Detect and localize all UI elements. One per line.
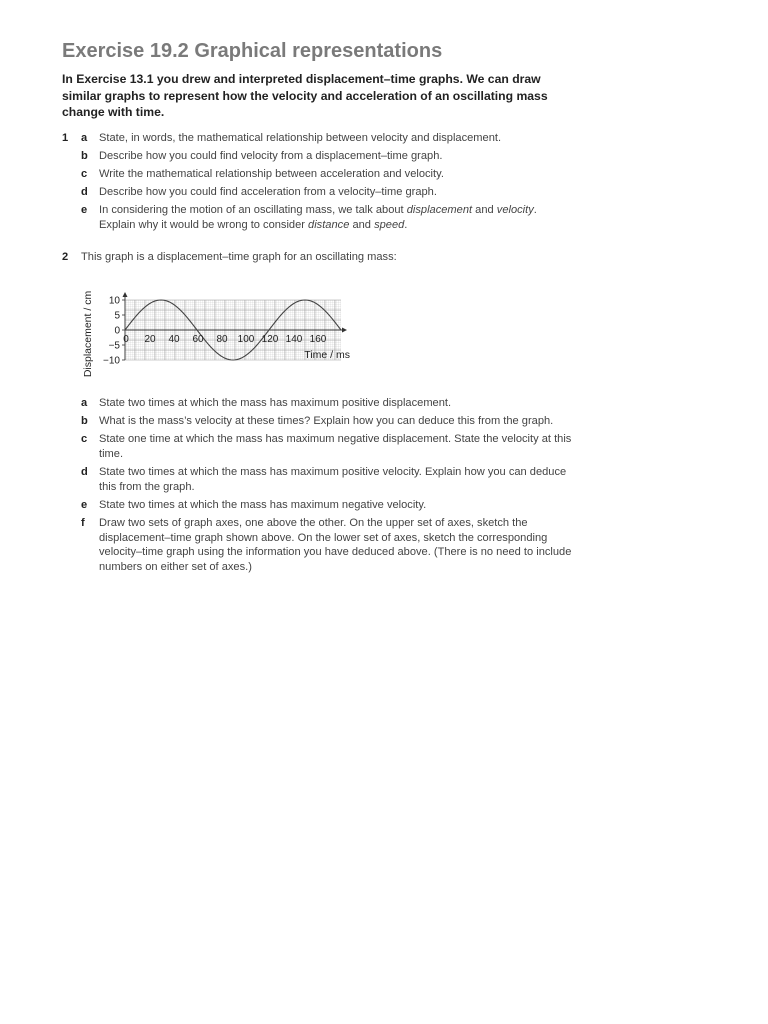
y-tick-label: 0 (114, 325, 120, 337)
q1e-text: In considering the motion of an oscillating mass, we talk about displacement and velocity. Explain why it would be wrong to consider distance and speed. (99, 204, 537, 231)
part-letter: e (81, 499, 88, 511)
exercise-intro: In Exercise 13.1 you drew and interpreted displacement–time graphs. We can draw similar graphs to represent how the velocity and acceleration of an oscillating mass change with time. (62, 72, 548, 120)
part-letter: f (81, 517, 85, 529)
x-tick-label: 100 (237, 334, 255, 345)
x-tick-label: 40 (168, 334, 180, 345)
part-letter: d (81, 466, 88, 478)
x-tick-label: 20 (144, 334, 156, 345)
part-letter: e (81, 204, 88, 216)
q1d-text: Describe how you could find acceleration from a velocity–time graph. (99, 186, 437, 198)
y-tick-label: −10 (103, 355, 120, 367)
x-tick-label: 80 (216, 334, 228, 345)
q1a-text: State, in words, the mathematical relationship between velocity and displacement. (99, 132, 502, 144)
y-tick-label: 10 (108, 295, 120, 307)
x-tick-label: 0 (123, 334, 129, 345)
y-axis-label: Displacement / cm (82, 290, 94, 378)
x-axis-label: Time / ms (304, 349, 350, 361)
part-letter: d (81, 186, 88, 198)
question-number: 2 (62, 251, 69, 263)
y-tick-label: −5 (108, 340, 120, 352)
part-letter: a (81, 397, 88, 409)
q2c-text: State one time at which the mass has maximum negative displacement. State the velocity at this time. (99, 433, 572, 460)
x-tick-label: 160 (309, 334, 327, 345)
q1b-text: Describe how you could find velocity from a displacement–time graph. (99, 150, 443, 162)
part-letter: a (81, 132, 88, 144)
part-letter: c (81, 433, 88, 445)
q2d-text: State two times at which the mass has maximum positive velocity. Explain how you can deduce this from the graph. (99, 466, 567, 493)
q2a-text: State two times at which the mass has maximum positive displacement. (99, 397, 452, 409)
x-tick-label: 120 (261, 334, 279, 345)
q1c-text: Write the mathematical relationship between acceleration and velocity. (99, 168, 444, 180)
part-letter: b (81, 150, 88, 162)
x-tick-label: 60 (192, 334, 204, 345)
q2b-text: What is the mass’s velocity at these times? Explain how you can deduce this from the graph. (99, 415, 554, 427)
displacement-time-graph (76, 280, 366, 380)
part-letter: b (81, 415, 88, 427)
part-letter: c (81, 168, 88, 180)
q2f-text: Draw two sets of graph axes, one above the other. On the upper set of axes, sketch the displacement–time graph shown above. On the lower set of axes, sketch the corresponding velocity–time graph using the information you have deduced above. (There is no need to include numbers on either set of axes.) (99, 517, 572, 573)
q2-intro: This graph is a displacement–time graph for an oscillating mass: (81, 251, 397, 263)
q2e-text: State two times at which the mass has maximum negative velocity. (99, 499, 427, 511)
y-axis-arrow (123, 292, 128, 297)
question-number: 1 (62, 132, 69, 144)
x-tick-label: 140 (285, 334, 303, 345)
exercise-title: Exercise 19.2 Graphical representations (62, 40, 443, 62)
y-tick-label: 5 (114, 310, 120, 322)
x-axis-arrow (342, 328, 347, 333)
